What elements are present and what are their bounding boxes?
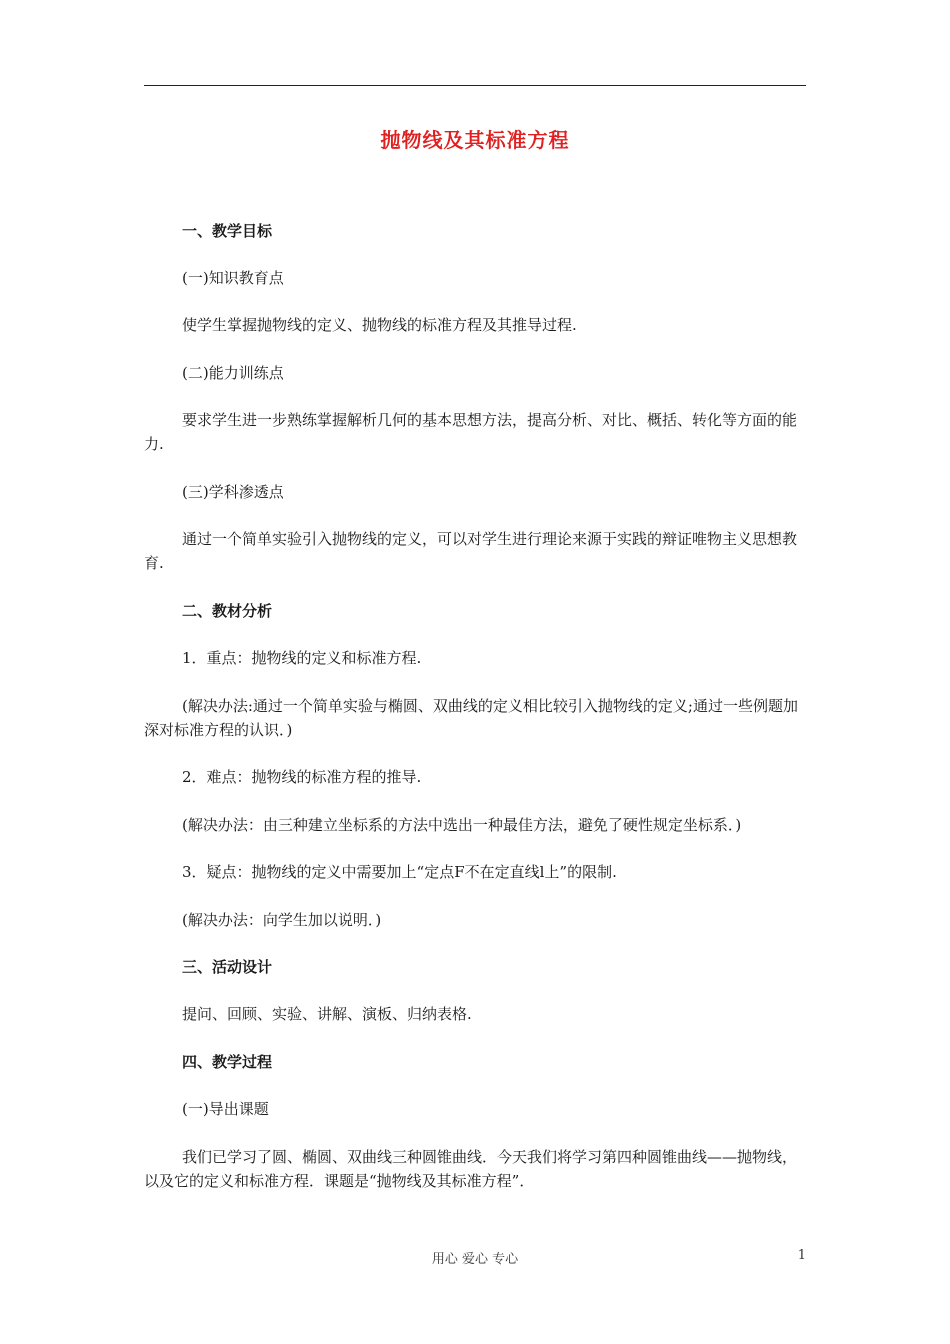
paragraph: 提问、回顾、实验、讲解、演板、归纳表格. (182, 1005, 472, 1023)
paragraph: (解决办法：由三种建立坐标系的方法中选出一种最佳方法，避免了硬性规定坐标系．) (182, 816, 742, 834)
section-heading-activity-design: 三、活动设计 (182, 958, 273, 976)
subheading-intro: (一)导出课题 (182, 1100, 269, 1118)
document-title: 抛物线及其标准方程 (380, 128, 570, 152)
paragraph: (解决办法：向学生加以说明．) (182, 911, 382, 929)
paragraph: 2．难点：抛物线的标准方程的推导. (182, 768, 422, 786)
section-heading-teaching-process: 四、教学过程 (182, 1053, 273, 1071)
paragraph: 使学生掌握抛物线的定义、抛物线的标准方程及其推导过程. (182, 316, 577, 334)
paragraph: 要求学生进一步熟练掌握解析几何的基本思想方法，提高分析、对比、概括、转化等方面的能力. (144, 411, 798, 453)
section-heading-teaching-goals: 一、教学目标 (182, 222, 273, 240)
paragraph: 通过一个简单实验引入抛物线的定义，可以对学生进行理论来源于实践的辩证唯物主义思想教育. (144, 530, 798, 572)
header-rule (144, 85, 806, 86)
paragraph: 我们已学习了圆、椭圆、双曲线三种圆锥曲线．今天我们将学习第四种圆锥曲线——抛物线，以及它的定义和标准方程．课题是“抛物线及其标准方程”． (144, 1148, 798, 1190)
paragraph: 1．重点：抛物线的定义和标准方程. (182, 649, 422, 667)
subheading-knowledge: (一)知识教育点 (182, 269, 284, 287)
paragraph: 3．疑点：抛物线的定义中需要加上“定点F不在定直线l上”的限制. (182, 863, 617, 881)
section-heading-material-analysis: 二、教材分析 (182, 602, 273, 620)
page-number: 1 (797, 1248, 806, 1263)
subheading-discipline: (三)学科渗透点 (182, 483, 284, 501)
footer-slogan: 用心 爱心 专心 (431, 1252, 519, 1267)
paragraph: (解决办法:通过一个简单实验与椭圆、双曲线的定义相比较引入抛物线的定义;通过一些例题加深对标准方程的认识．) (144, 697, 798, 739)
subheading-ability: (二)能力训练点 (182, 364, 284, 382)
